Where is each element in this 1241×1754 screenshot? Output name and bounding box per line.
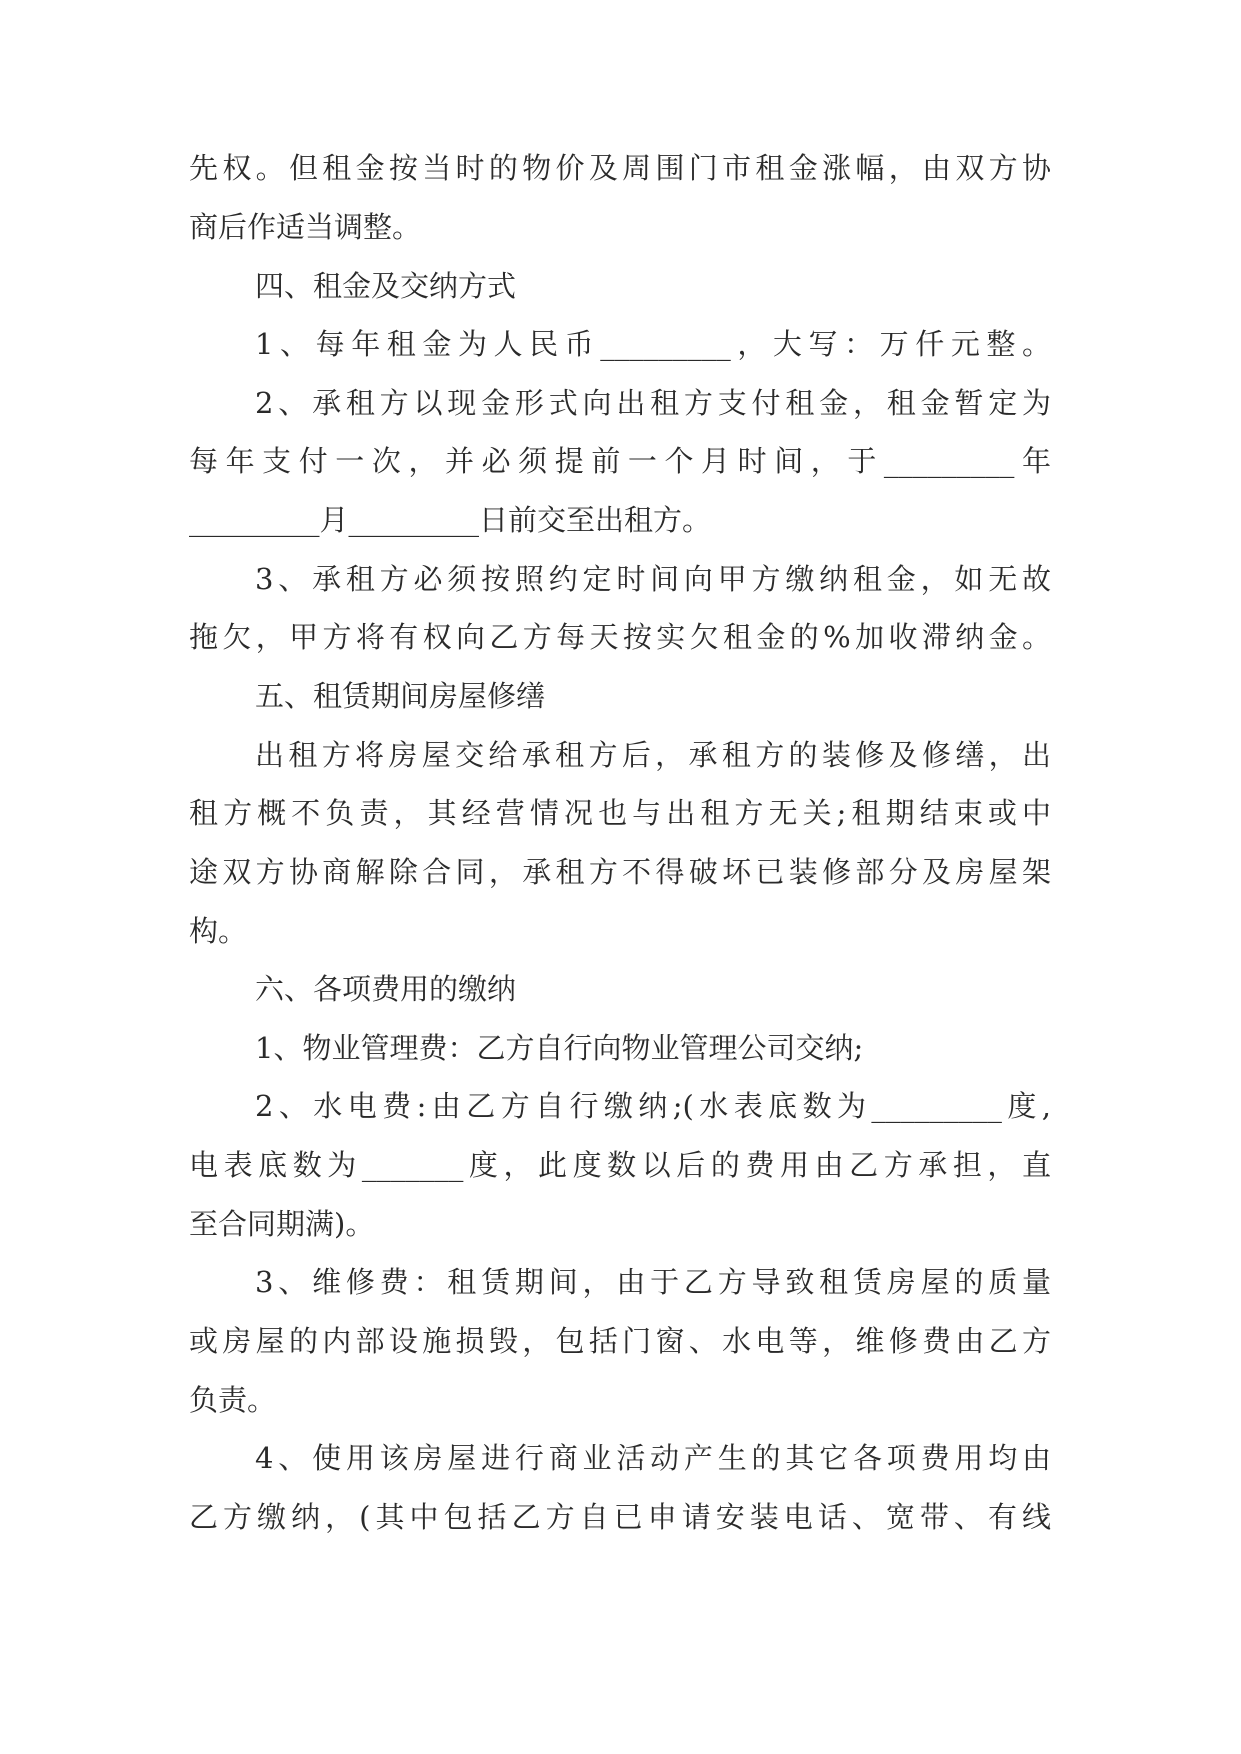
text-line: 2、水电费:由乙方自行缴纳;(水表底数为_________度, — [255, 1089, 1051, 1123]
text-line: 2、承租方以现金形式向出租方支付租金，租金暂定为 — [255, 386, 1051, 420]
text-line: 3、承租方必须按照约定时间向甲方缴纳租金，如无故 — [255, 562, 1051, 596]
section-heading: 五、租赁期间房屋修缮 — [255, 679, 546, 713]
text-line: 途双方协商解除合同，承租方不得破坏已装修部分及房屋架 — [189, 855, 1051, 889]
text-line: _________月_________日前交至出租方。 — [189, 503, 712, 537]
text-line: 构。 — [189, 914, 248, 948]
text-line: 乙方缴纳，(其中包括乙方自已申请安装电话、宽带、有线 — [189, 1500, 1051, 1534]
text-line: 3、维修费：租赁期间，由于乙方导致租赁房屋的质量 — [255, 1265, 1051, 1299]
section-heading: 六、各项费用的缴纳 — [255, 972, 517, 1006]
text-line: 4、使用该房屋进行商业活动产生的其它各项费用均由 — [255, 1441, 1051, 1475]
text-line: 或房屋的内部设施损毁，包括门窗、水电等，维修费由乙方 — [189, 1324, 1051, 1358]
text-line: 先权。但租金按当时的物价及周围门市租金涨幅，由双方协 — [189, 151, 1051, 185]
text-line: 至合同期满)。 — [189, 1207, 375, 1241]
text-line: 1、每年租金为人民币_________，大写：万仟元整。 — [255, 327, 1051, 361]
section-heading: 四、租金及交纳方式 — [255, 269, 517, 303]
text-line: 商后作适当调整。 — [189, 210, 422, 244]
text-line: 电表底数为_______度，此度数以后的费用由乙方承担，直 — [189, 1148, 1051, 1182]
text-line: 出租方将房屋交给承租方后，承租方的装修及修缮，出 — [255, 738, 1051, 772]
text-line: 负责。 — [189, 1383, 277, 1417]
text-line: 每年支付一次，并必须提前一个月时间，于_________年 — [189, 444, 1051, 478]
text-line: 拖欠，甲方将有权向乙方每天按实欠租金的%加收滞纳金。 — [189, 620, 1051, 654]
text-line: 1、物业管理费：乙方自行向物业管理公司交纳; — [255, 1031, 864, 1065]
text-line: 租方概不负责，其经营情况也与出租方无关;租期结束或中 — [189, 796, 1051, 830]
